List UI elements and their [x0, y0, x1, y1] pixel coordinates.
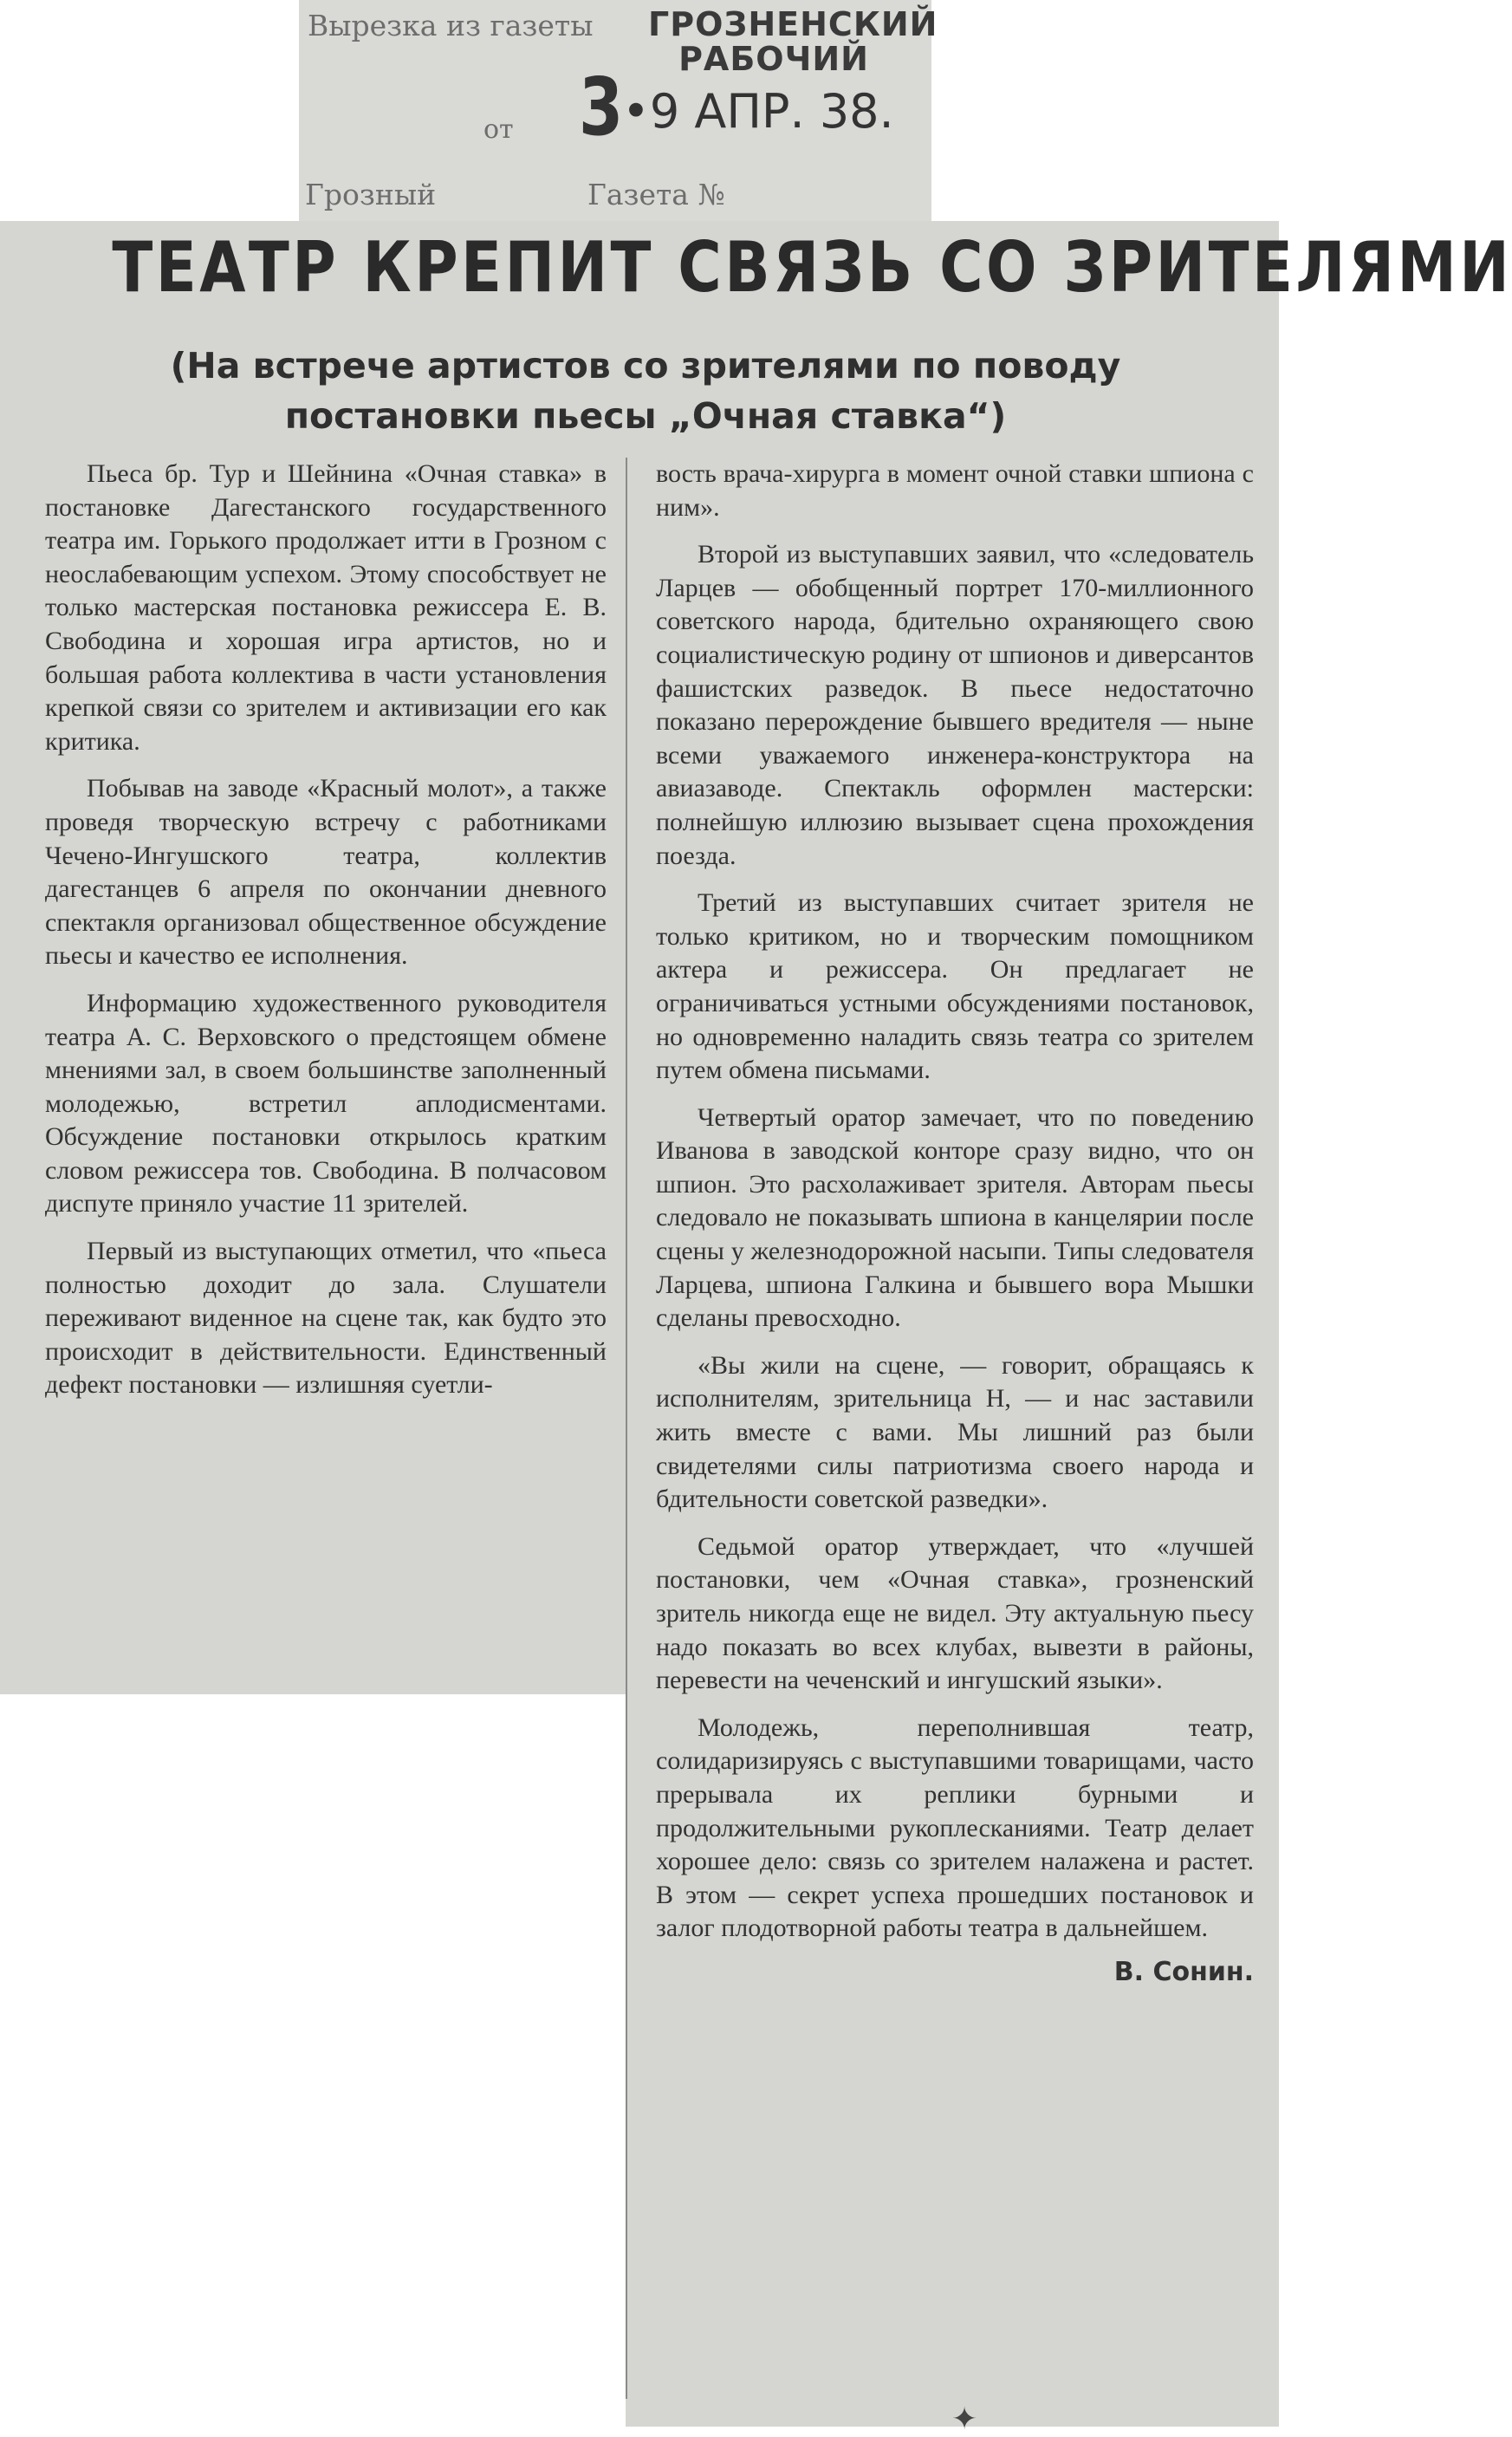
- newspaper-number-label: Газета №: [587, 178, 725, 211]
- ornament-star-icon: ✦: [951, 2401, 978, 2436]
- article-left-column: [45, 458, 607, 1416]
- paragraph: Четвертый оратор замечает, что по поведению Иванова в заводской конторе сразу видно, что он шпион. Это расхолаживает зрителя. Авторам пьесы следовало не показывать шпиона в канцелярии после сцены у железнодорожной насыпи. Типы следователя Ларцева, шпиона Галкина и бывшего вора Мышки сделаны превосходно.: [656, 1102, 1254, 1333]
- column-divider: [626, 458, 627, 2399]
- newspaper-stamp-name: ГРОЗНЕНСКИЙ: [648, 5, 938, 43]
- article-headline: ТЕАТР КРЕПИТ СВЯЗЬ СО ЗРИТЕЛЯМИ: [112, 227, 1512, 308]
- article-right-column: [656, 458, 1254, 1990]
- paragraph: Информацию художественного руководителя театра А. С. Верховского о предстоящем обмене мнениями зал, в своем большинстве заполненный молодежью, встретил аплодисментами. Обсуждение постановки открылось кратким словом режиссера тов. Свободина. В полчасовом диспуте приняло участие 11 зрителей.: [45, 988, 607, 1218]
- date-stamp: [579, 61, 906, 153]
- date-stamp-day: 3: [579, 61, 624, 153]
- newspaper-stamp-name-2: РАБОЧИЙ: [678, 40, 869, 78]
- paragraph: Пьеса бр. Тур и Шейнина «Очная ставка» в постановке Дагестанского государственного театра им. Горького продолжает итти в Грозном с неослабевающим успехом. Этому способствует не только мастерская постановка режиссера Е. В. Свободина и хорошая игра артистов, но и большая работа коллектива в части установления крепкой связи со зрителем и активизации его как критика.: [45, 459, 607, 756]
- clipping-from-label: Вырезка из газеты: [308, 9, 594, 42]
- paragraph: Второй из выступавших заявил, что «следователь Ларцев — обобщенный портрет 170-миллионного советского народа, бдительно охраняющего свою социалистическую родину от шпионов и диверсантов фашистских разведок. В пьесе недостаточно показано перерождение бывшего вредителя — ныне всеми уважаемого инженера-конструктора на авиазаводе. Спектакль оформлен мастерски: полнейшую иллюзию вызывает сцена прохождения поезда.: [656, 540, 1254, 870]
- paragraph: «Вы жили на сцене, — говорит, обращаясь к исполнителям, зрительница Н, — и нас заставили жить вместе с вами. Мы лишний раз были свидетелями силы патриотизма своего народа и бдительности советской разведки».: [656, 1350, 1254, 1514]
- paragraph: Седьмой оратор утверждает, что «лучшей постановки, чем «Очная ставка», грозненский зритель никогда еще не видел. Эту актуальную пьесу надо показать во всех клубах, вывезти в районы, перевести на чеченский и ингушский языки».: [656, 1531, 1254, 1695]
- paragraph: Первый из выступающих отметил, что «пьеса полностью доходит до зала. Слушатели переживают виденное на сцене так, как будто это происходит в действительности. Единственный дефект постановки — излишняя суетли-: [45, 1237, 607, 1400]
- paragraph: Побывав на заводе «Красный молот», а также проведя творческую встречу с работниками Чечено-Ингушского театра, коллектив дагестанцев 6 апреля по окончании дневного спектакля организовал общественное обсуждение пьесы и качество ее исполнения.: [45, 774, 607, 971]
- from-label: от: [483, 114, 514, 145]
- article-subheadline: (На встрече артистов со зрителями по поводу постановки пьесы „Очная ставка“): [170, 345, 1121, 437]
- paragraph: Третий из выступавших считает зрителя не только критиком, но и творческим помощником актера и режиссера. Он предлагает не ограничиваться устными обсуждениями постановок, но одновременно наладить связь театра со зрителем путем обмена письмами.: [656, 888, 1254, 1085]
- city-label: Грозный: [305, 178, 437, 211]
- author-signature: В. Сонин.: [1113, 1956, 1254, 1987]
- date-stamp-rest: •9 АПР. 38.: [622, 84, 894, 139]
- paragraph: Молодежь, переполнившая театр, солидаризируясь с выступавшими товарищами, часто прерывала их реплики бурными и продолжительными рукоплесканиями. Театр делает хорошее дело: связь со зрителем налажена и растет. В этом — секрет успеха прошедших постановок и залог плодотворной работы театра в дальнейшем.: [656, 1712, 1254, 1943]
- paragraph: вость врача-хирурга в момент очной ставки шпиона с ним».: [656, 459, 1254, 522]
